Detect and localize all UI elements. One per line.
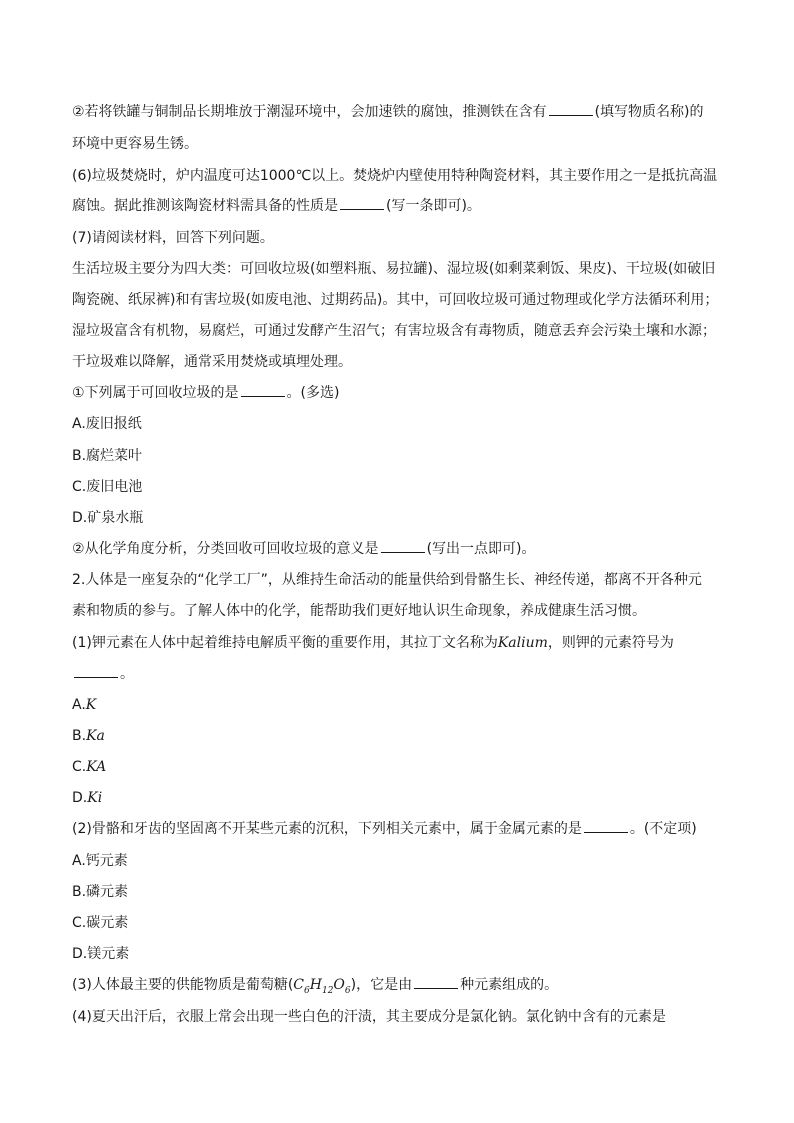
option-d[interactable]: D.矿泉水瓶 (72, 510, 144, 526)
text-line: 素和物质的参与。了解人体中的化学，能帮助我们更好地认识生命现象，养成健康生活习惯。 (72, 603, 646, 619)
text-line: 2.人体是一座复杂的“化学工厂”，从维持生命活动的能量供给到骨骼生长、神经传递，都离不开各种元 (72, 572, 702, 588)
text-line: (6)垃圾焚烧时，炉内温度可达1000℃以上。焚烧炉内壁使用特种陶瓷材料，其主要作用之一是抵抗高温 (72, 168, 718, 184)
option-a[interactable]: A.废旧报纸 (72, 416, 142, 432)
text-line: 干垃圾难以降解，通常采用焚烧或填埋处理。 (72, 354, 352, 370)
option-c[interactable]: C.碳元素 (72, 915, 129, 931)
question-line: (1)钾元素在人体中起着维持电解质平衡的重要作用，其拉丁文名称为Kalium，则钾的元素符号为 (72, 635, 674, 651)
question-heading: (7)请阅读材料，回答下列问题。 (72, 230, 274, 246)
answer-blank[interactable] (241, 384, 285, 397)
text-line: 环境中更容易生锈。 (72, 136, 198, 152)
answer-blank[interactable] (340, 197, 384, 210)
option-c[interactable]: C.KA (72, 759, 107, 775)
option-b[interactable]: B.磷元素 (72, 884, 129, 900)
answer-blank[interactable] (414, 976, 458, 989)
answer-blank[interactable] (549, 103, 593, 116)
question-line: ①下列属于可回收垃圾的是 。(多选) (72, 385, 340, 401)
text-line: 生活垃圾主要分为四大类：可回收垃圾(如塑料瓶、易拉罐)、湿垃圾(如剩菜剩饭、果皮)、干垃圾(如破旧 (72, 261, 716, 277)
option-c[interactable]: C.废旧电池 (72, 479, 143, 495)
formula-glucose: $C_6H_{12}O_6$ (293, 977, 351, 996)
text-line: 湿垃圾富含有机物，易腐烂，可通过发酵产生沼气；有害垃圾含有毒物质，随意丢弃会污染土壤和水源； (72, 323, 716, 339)
answer-blank[interactable] (584, 820, 628, 833)
option-d[interactable]: D.Ki (72, 790, 103, 806)
text-line: 陶瓷碗、纸尿裤)和有害垃圾(如废电池、过期药品)。其中，可回收垃圾可通过物理或化学方法循环利用； (72, 292, 719, 308)
text-line: (4)夏天出汗后，衣服上常会出现一些白色的汗渍，其主要成分是氯化钠。氯化钠中含有的元素是 (72, 1009, 666, 1025)
question-line: ②从化学角度分析，分类回收可回收垃圾的意义是 (写出一点即可)。 (72, 541, 536, 557)
text-line: ②若将铁罐与铜制品长期堆放于潮湿环境中，会加速铁的腐蚀，推测铁在含有 (填写物质名称)的 (72, 104, 704, 120)
option-d[interactable]: D.镁元素 (72, 946, 130, 962)
option-b[interactable]: B.腐烂菜叶 (72, 448, 143, 464)
text-line: 腐蚀。据此推测该陶瓷材料需具备的性质是 (写一条即可)。 (72, 198, 481, 214)
question-line: (3)人体最主要的供能物质是葡萄糖$(C_6H_{12}O_6)$，它是由 种元素组成的。 (72, 977, 559, 996)
question-line: 。 (72, 664, 134, 684)
question-line: (2)骨骼和牙齿的坚固离不开某些元素的沉积，下列相关元素中，属于金属元素的是 。(不定项) (72, 821, 697, 837)
answer-blank[interactable] (74, 665, 118, 678)
option-b[interactable]: B.Ka (72, 728, 105, 744)
option-a[interactable]: A.K (72, 697, 97, 713)
option-a[interactable]: A.钙元素 (72, 853, 128, 869)
answer-blank[interactable] (381, 540, 425, 553)
